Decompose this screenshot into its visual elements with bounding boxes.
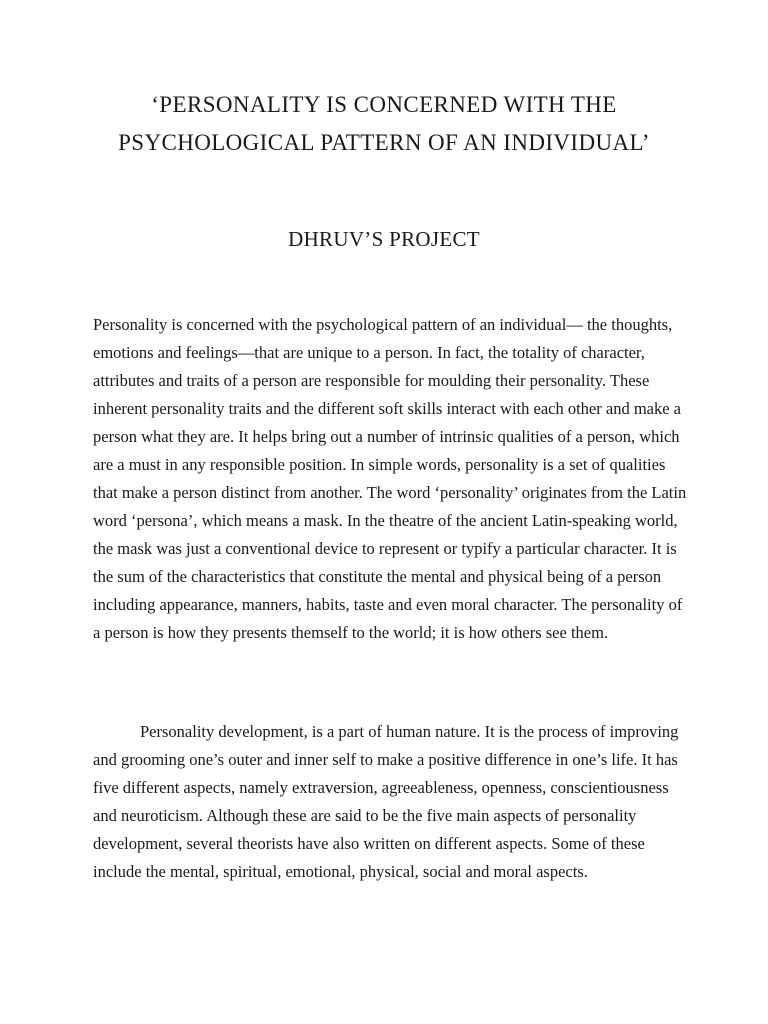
document-title-line-1: ‘PERSONALITY IS CONCERNED WITH THE [151, 92, 617, 117]
document-subtitle: DHRUV’S PROJECT [288, 227, 480, 251]
body-paragraph-1: Personality is concerned with the psychological pattern of an individual— the thoughts, emotions and feelings—that are unique to a person. In fact, the totality of character, attributes and traits of a person are responsible for moulding their personality. These inherent personality traits and the different soft skills interact with each other and make a person what they are. It helps bring out a number of intrinsic qualities of a person, which are a must in any responsible position. In simple words, personality is a set of qualities that make a person distinct from another. The word ‘personality’ originates from the Latin word ‘persona’, which means a mask. In the theatre of the ancient Latin-speaking world, the mask was just a conventional device to represent or typify a particular character. It is the sum of the characteristics that constitute the mental and physical being of a person including appearance, manners, habits, taste and even moral character. The personality of a person is how they presents themself to the world; it is how others see them. [93, 315, 687, 642]
body-paragraph-2: Personality development, is a part of human nature. It is the process of improving and grooming one’s outer and inner self to make a positive difference in one’s life. It has five different aspects, namely extraversion, agreeableness, openness, conscientiousness and neuroticism. Although these are said to be the five main aspects of personality development, several theorists have also written on different aspects. Some of these include the mental, spiritual, emotional, physical, social and moral aspects. [93, 722, 679, 881]
document-title-line-2: PSYCHOLOGICAL PATTERN OF AN INDIVIDUAL’ [118, 130, 650, 155]
